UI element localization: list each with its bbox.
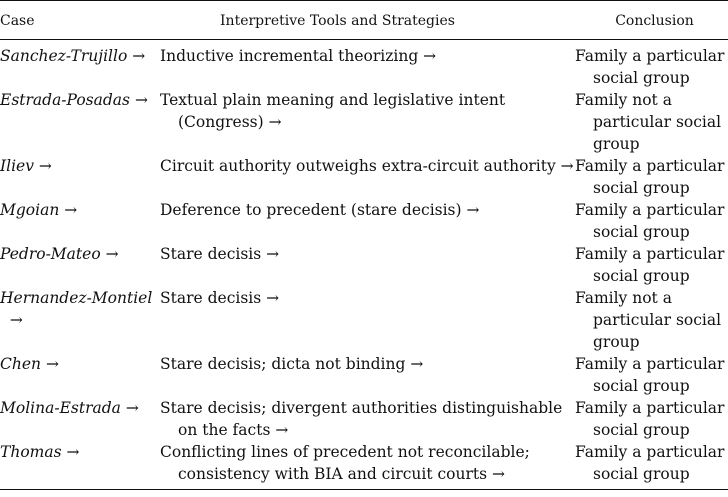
- tools-cell: [160, 287, 575, 353]
- tools-cell: [160, 243, 575, 287]
- case-cell: [0, 199, 160, 243]
- case-name: Hernandez-Montiel: [0, 289, 153, 307]
- tools-cell: [160, 353, 575, 397]
- tools-cell: [160, 89, 575, 155]
- tools-text: Stare decisis; divergent authorities distinguishable on the facts →: [160, 399, 563, 439]
- tools-cell: [160, 441, 575, 490]
- tools-text: Stare decisis →: [160, 245, 280, 263]
- arrow: →: [125, 399, 139, 417]
- case-name: Molina-Estrada: [0, 399, 121, 417]
- arrow: →: [105, 245, 119, 263]
- tools-cell: [160, 155, 575, 199]
- case-cell: [0, 89, 160, 155]
- conclusion-text: Family not a particular social group: [575, 91, 722, 153]
- case-name: Mgoian: [0, 201, 60, 219]
- tools-text: Circuit authority outweighs extra-circuit authority →: [160, 157, 574, 175]
- conclusion-text: Family a particular social group: [575, 47, 725, 87]
- table-row: [0, 243, 728, 287]
- arrow: →: [66, 443, 80, 461]
- case-cell: [0, 353, 160, 397]
- conclusion-cell: [575, 397, 728, 441]
- conclusion-text: Family a particular social group: [575, 443, 725, 483]
- case-name: Sanchez-Trujillo: [0, 47, 128, 65]
- case-cell: [0, 40, 160, 90]
- case-cell: [0, 243, 160, 287]
- arrow: →: [134, 91, 148, 109]
- arrow: →: [45, 355, 59, 373]
- conclusion-text: Family not a particular social group: [575, 289, 722, 351]
- arrow: →: [132, 47, 146, 65]
- case-name: Pedro-Mateo: [0, 245, 101, 263]
- conclusion-text: Family a particular social group: [575, 245, 725, 285]
- tools-text: Deference to precedent (stare decisis) →: [160, 201, 480, 219]
- case-cell: [0, 287, 160, 353]
- conclusion-cell: [575, 155, 728, 199]
- table-row: [0, 353, 728, 397]
- conclusion-text: Family a particular social group: [575, 157, 725, 197]
- header-tools: Interpretive Tools and Strategies: [160, 1, 575, 40]
- tools-cell: [160, 199, 575, 243]
- arrow: →: [9, 311, 23, 329]
- header-row: [0, 1, 728, 40]
- table-row: [0, 155, 728, 199]
- table-row: [0, 441, 728, 490]
- tools-text: Inductive incremental theorizing →: [160, 47, 437, 65]
- tools-cell: [160, 40, 575, 90]
- case-name: Iliev: [0, 157, 34, 175]
- conclusion-cell: [575, 353, 728, 397]
- arrow: →: [38, 157, 52, 175]
- conclusion-cell: [575, 40, 728, 90]
- header-conclusion: Conclusion: [575, 1, 728, 40]
- case-cell: [0, 155, 160, 199]
- arrow: →: [64, 201, 78, 219]
- tools-text: Stare decisis; dicta not binding →: [160, 355, 424, 373]
- table-row: [0, 199, 728, 243]
- table-row: [0, 287, 728, 353]
- conclusion-text: Family a particular social group: [575, 355, 725, 395]
- case-name: Thomas: [0, 443, 62, 461]
- case-cell: [0, 397, 160, 441]
- tools-cell: [160, 397, 575, 441]
- table-row: [0, 89, 728, 155]
- case-name: Estrada-Posadas: [0, 91, 130, 109]
- table-header: [0, 1, 728, 40]
- tools-text: Stare decisis →: [160, 289, 280, 307]
- tools-text: Textual plain meaning and legislative intent (Congress) →: [160, 91, 506, 131]
- conclusion-text: Family a particular social group: [575, 201, 725, 241]
- case-cell: [0, 441, 160, 490]
- header-case: Case: [0, 1, 160, 40]
- conclusion-cell: [575, 441, 728, 490]
- conclusion-cell: [575, 243, 728, 287]
- table-body: [0, 40, 728, 490]
- case-name: Chen: [0, 355, 41, 373]
- table-row: [0, 40, 728, 90]
- conclusion-cell: [575, 287, 728, 353]
- tools-text: Conflicting lines of precedent not reconcilable; consistency with BIA and circuit courts →: [160, 443, 530, 483]
- conclusion-cell: [575, 199, 728, 243]
- table-row: [0, 397, 728, 441]
- conclusion-text: Family a particular social group: [575, 399, 725, 439]
- conclusion-cell: [575, 89, 728, 155]
